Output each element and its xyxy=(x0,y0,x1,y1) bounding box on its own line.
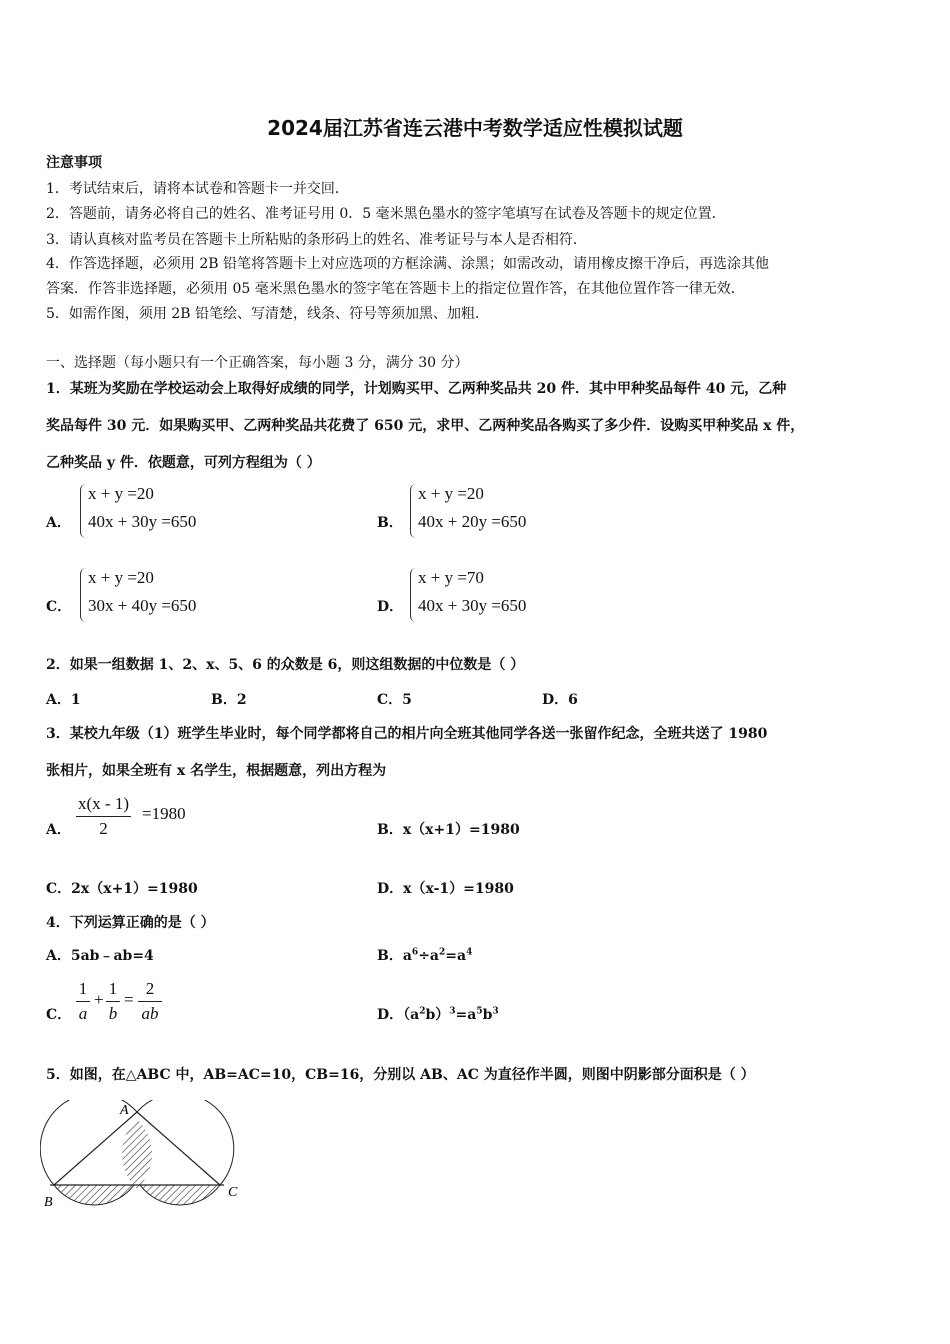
brace xyxy=(80,568,87,622)
option: A．5ab﹣ab=4 xyxy=(46,948,154,964)
operator: = xyxy=(124,990,134,1009)
option: B．2 xyxy=(211,692,247,708)
question-5-text: 5．如图，在△ABC 中，AB=AC=10，CB=16，分别以 AB、AC 为直径作半圆，则图中阴影部分面积是（ ） xyxy=(46,1067,755,1083)
expr: ÷a xyxy=(418,948,439,964)
notice-item: 4．作答选择题，必须用 2B 铅笔将答题卡上对应选项的方框涂满、涂黑；如需改动，请用橡皮擦干净后，再选涂其他 xyxy=(46,256,769,272)
option: C．2x（x+1）=1980 xyxy=(46,881,198,897)
equation: x + y =20 xyxy=(88,568,154,587)
fraction-bar xyxy=(76,1001,90,1002)
fraction xyxy=(76,794,131,839)
notice-item: 答案．作答非选择题，必须用 05 毫米黑色墨水的签字笔在答题卡上的指定位置作答，在其他位置作答一律无效． xyxy=(46,281,745,297)
notice-item: 1．考试结束后，请将本试卷和答题卡一并交回． xyxy=(46,181,349,197)
exponent: 5 xyxy=(476,1006,483,1017)
question-3-text: 张相片，如果全班有 x 名学生，根据题意，列出方程为 xyxy=(46,763,387,779)
option-label: B． xyxy=(377,515,403,531)
numerator: 2 xyxy=(145,979,155,998)
option: A．1 xyxy=(46,692,81,708)
equation: x + y =20 xyxy=(418,484,484,503)
notice-heading: 注意事项 xyxy=(46,155,102,171)
option: D．x（x-1）=1980 xyxy=(377,881,514,897)
option: D．6 xyxy=(542,692,578,708)
page-title: 2024届江苏省连云港中考数学适应性模拟试题 xyxy=(267,116,683,140)
notice-item: 2．答题前，请务必将自己的姓名、准考证号用 0．5 毫米黑色墨水的签字笔填写在试卷及答题卡的规定位置． xyxy=(46,206,726,222)
denominator: a xyxy=(78,1004,88,1023)
option-b xyxy=(377,945,472,965)
fraction xyxy=(106,979,120,1024)
vertex-label-a: A xyxy=(120,1103,129,1118)
equation: x + y =70 xyxy=(418,568,484,587)
brace xyxy=(410,568,417,622)
fraction-bar xyxy=(76,816,131,817)
denominator: ab xyxy=(141,1004,159,1023)
fraction xyxy=(138,979,162,1024)
geometry-figure xyxy=(40,1100,250,1212)
question-3-text: 3．某校九年级（1）班学生毕业时，每个同学都将自己的相片向全班其他同学各送一张留作纪念，全班共送了 1980 xyxy=(46,726,768,742)
exponent: 2 xyxy=(439,947,446,958)
exponent: 2 xyxy=(419,1006,426,1017)
expr: =a xyxy=(455,1007,477,1023)
notice-item: 5．如需作图，须用 2B 铅笔绘、写清楚，线条、符号等须加黑、加粗． xyxy=(46,306,490,322)
denominator: 2 xyxy=(99,819,108,838)
numerator: 1 xyxy=(78,979,88,998)
option: C．5 xyxy=(377,692,412,708)
option-label: A． xyxy=(46,822,71,838)
fraction xyxy=(76,979,90,1024)
denominator: b xyxy=(108,1004,118,1023)
semicircle-ac xyxy=(137,1100,234,1185)
numerator: 1 xyxy=(108,979,118,998)
section-heading: 一、选择题（每小题只有一个正确答案，每小题 3 分，满分 30 分） xyxy=(46,355,469,371)
fraction-bar xyxy=(106,1001,120,1002)
equation: 40x + 30y =650 xyxy=(88,512,197,531)
shaded-segment-left xyxy=(54,1185,134,1205)
question-1-text: 奖品每件 30 元．如果购买甲、乙两种奖品共花费了 650 元，求甲、乙两种奖品各购买了多少件．设购买甲种奖品 x 件， xyxy=(46,418,805,434)
exponent: 6 xyxy=(411,947,419,958)
numerator: x(x - 1) xyxy=(78,794,129,813)
question-4-text: 4．下列运算正确的是（ ） xyxy=(46,915,215,931)
option-label: D． xyxy=(377,599,404,615)
equation: =1980 xyxy=(142,804,186,823)
operator: + xyxy=(94,990,104,1009)
equation: 40x + 30y =650 xyxy=(418,596,527,615)
brace xyxy=(80,484,87,538)
expr: b xyxy=(482,1007,493,1023)
exponent: 4 xyxy=(466,947,473,958)
option-label: B． xyxy=(377,948,403,964)
option-d xyxy=(377,1004,499,1024)
option-label: A． xyxy=(46,515,71,531)
option-label: C． xyxy=(46,1007,72,1023)
expr: =a xyxy=(445,948,467,964)
equation: 30x + 40y =650 xyxy=(88,596,197,615)
question-1-text: 乙种奖品 y 件．依题意，可列方程组为（ ） xyxy=(46,455,321,471)
equation: x + y =20 xyxy=(88,484,154,503)
exponent: 3 xyxy=(492,1006,499,1017)
shaded-segment-right xyxy=(140,1185,220,1205)
equation: 40x + 20y =650 xyxy=(418,512,527,531)
option-label: C． xyxy=(46,599,72,615)
exponent: 3 xyxy=(449,1006,456,1017)
fraction-bar xyxy=(138,1001,162,1002)
expr: （a xyxy=(403,1007,420,1023)
notice-item: 3．请认真核对监考员在答题卡上所粘贴的条形码上的姓名、准考证号与本人是否相符． xyxy=(46,232,587,248)
vertex-label-c: C xyxy=(228,1185,238,1200)
question-2-text: 2．如果一组数据 1、2、x、5、6 的众数是 6，则这组数据的中位数是（ ） xyxy=(46,657,525,673)
question-1-text: 1．某班为奖励在学校运动会上取得好成绩的同学，计划购买甲、乙两种奖品共 20 件．其中甲种奖品每件 40 元，乙种 xyxy=(46,381,787,397)
option-label: D． xyxy=(377,1007,404,1023)
vertex-label-b: B xyxy=(44,1195,53,1210)
expr: a xyxy=(402,948,412,964)
option: B．x（x+1）=1980 xyxy=(377,822,520,838)
expr: b） xyxy=(425,1007,450,1023)
brace xyxy=(410,484,417,538)
